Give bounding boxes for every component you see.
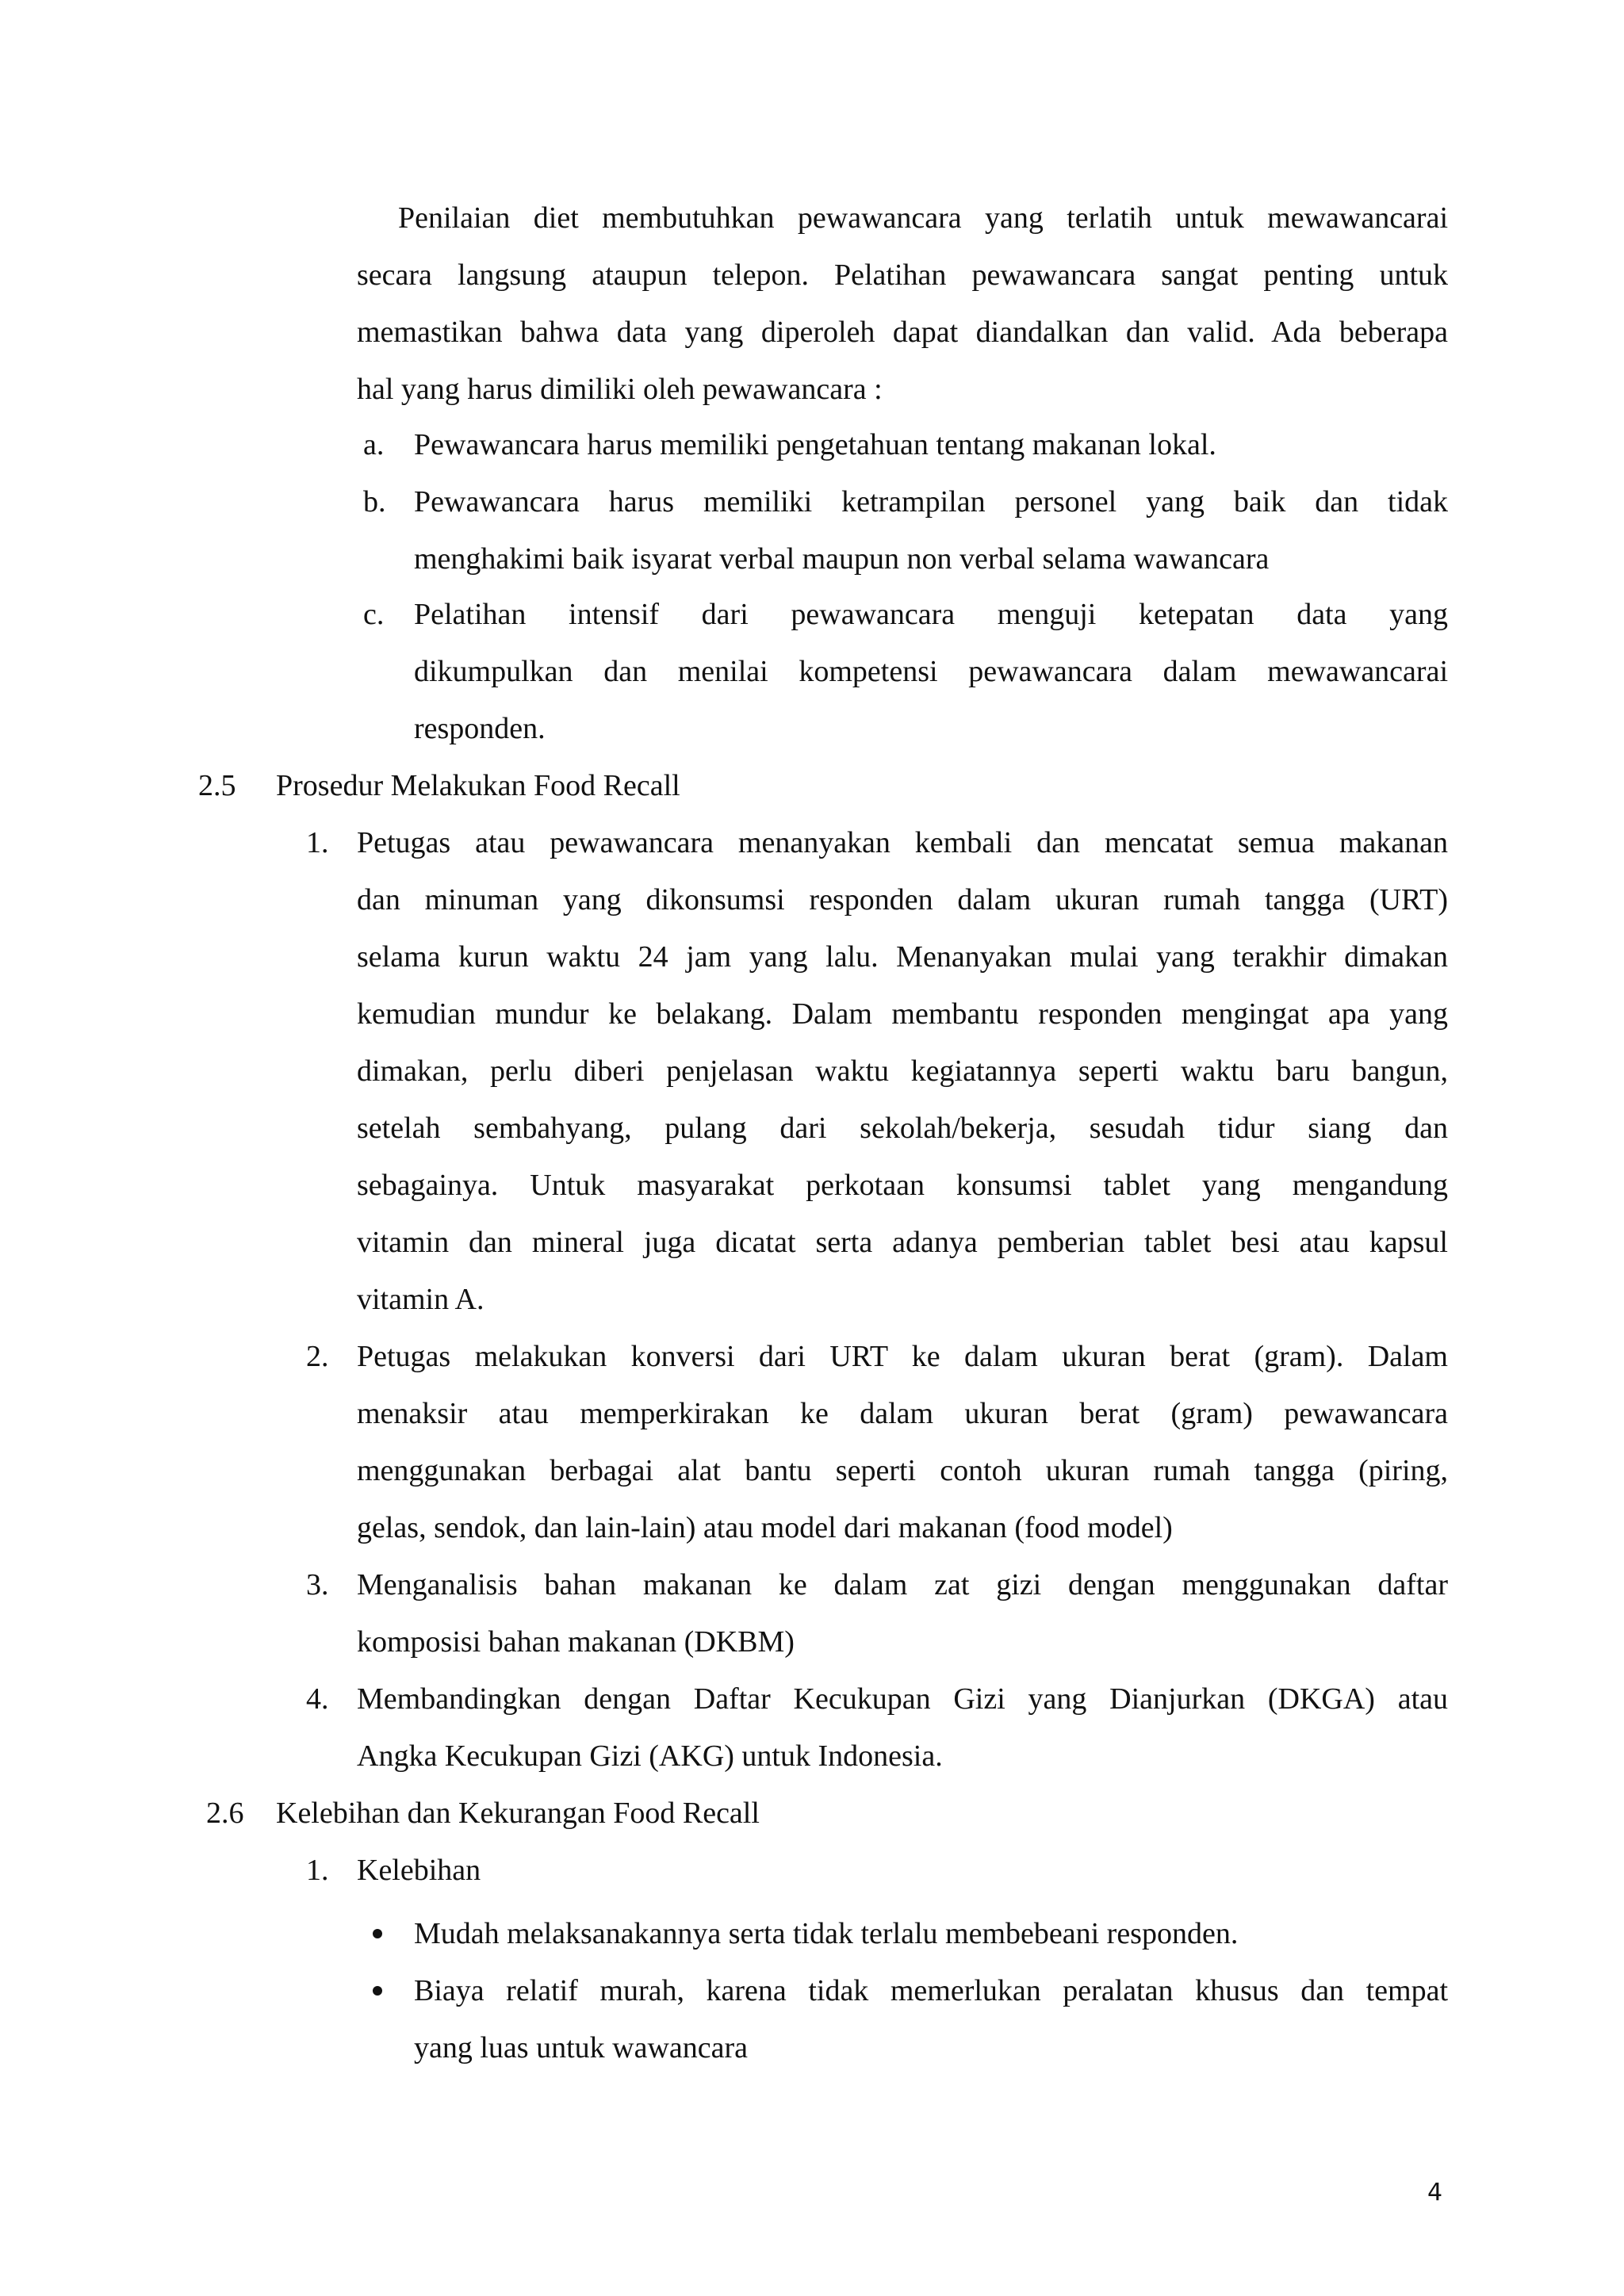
numbered-marker: 4. bbox=[306, 1682, 329, 1716]
subheading: Kelebihan bbox=[357, 1854, 481, 1887]
numbered-item-line: sebagainya. Untuk masyarakat perkotaan konsumsi tablet yang mengandung bbox=[357, 1169, 1448, 1202]
numbered-marker: 3. bbox=[306, 1568, 329, 1601]
numbered-item-line: vitamin A. bbox=[357, 1283, 485, 1316]
numbered-item-line: dan minuman yang dikonsumsi responden dalam ukuran rumah tangga (URT) bbox=[357, 883, 1448, 916]
numbered-item-line: Menganalisis bahan makanan ke dalam zat gizi dengan menggunakan daftar bbox=[357, 1568, 1448, 1601]
list-item-line: dikumpulkan dan menilai kompetensi pewawancara dalam mewawancarai bbox=[414, 655, 1448, 688]
intro-line: Penilaian diet membutuhkan pewawancara yang terlatih untuk mewawancarai bbox=[398, 201, 1448, 235]
numbered-item-line: menggunakan berbagai alat bantu seperti contoh ukuran rumah tangga (piring, bbox=[357, 1454, 1448, 1487]
numbered-item-line: selama kurun waktu 24 jam yang lalu. Menanyakan mulai yang terakhir dimakan bbox=[357, 940, 1448, 974]
numbered-item-line: dimakan, perlu diberi penjelasan waktu kegiatannya seperti waktu baru bangun, bbox=[357, 1054, 1448, 1088]
intro-line: hal yang harus dimiliki oleh pewawancara : bbox=[357, 373, 883, 406]
list-marker: c. bbox=[363, 598, 385, 631]
list-item-line: Pelatihan intensif dari pewawancara menguji ketepatan data yang bbox=[414, 598, 1448, 631]
section-title: Prosedur Melakukan Food Recall bbox=[276, 769, 680, 802]
list-item-line: responden. bbox=[414, 712, 546, 745]
numbered-marker: 1. bbox=[306, 826, 329, 859]
numbered-item-line: komposisi bahan makanan (DKBM) bbox=[357, 1625, 795, 1659]
bullet-item-line: Mudah melaksanakannya serta tidak terlalu membebeani responden. bbox=[414, 1917, 1239, 1950]
numbered-item-line: gelas, sendok, dan lain-lain) atau model dari makanan (food model) bbox=[357, 1511, 1173, 1544]
section-number: 2.5 bbox=[198, 769, 236, 802]
intro-line: secara langsung ataupun telepon. Pelatihan pewawancara sangat penting untuk bbox=[357, 258, 1448, 292]
intro-line: memastikan bahwa data yang diperoleh dapat diandalkan dan valid. Ada beberapa bbox=[357, 316, 1448, 349]
numbered-item-line: kemudian mundur ke belakang. Dalam membantu responden mengingat apa yang bbox=[357, 997, 1448, 1031]
list-marker: b. bbox=[363, 485, 386, 519]
list-item-line: Pewawancara harus memiliki ketrampilan personel yang baik dan tidak bbox=[414, 485, 1448, 519]
numbered-item-line: Angka Kecukupan Gizi (AKG) untuk Indonesia. bbox=[357, 1739, 943, 1773]
list-item-line: menghakimi baik isyarat verbal maupun non verbal selama wawancara bbox=[414, 542, 1270, 576]
numbered-item-line: vitamin dan mineral juga dicatat serta adanya pemberian tablet besi atau kapsul bbox=[357, 1226, 1448, 1259]
bullet-item-line: Biaya relatif murah, karena tidak memerlukan peralatan khusus dan tempat bbox=[414, 1974, 1448, 2007]
bullet-icon bbox=[373, 1929, 382, 1938]
numbered-item-line: Petugas melakukan konversi dari URT ke dalam ukuran berat (gram). Dalam bbox=[357, 1340, 1448, 1373]
list-marker: a. bbox=[363, 428, 385, 461]
section-number: 2.6 bbox=[206, 1797, 244, 1830]
numbered-item-line: Membandingkan dengan Daftar Kecukupan Gizi yang Dianjurkan (DKGA) atau bbox=[357, 1682, 1448, 1716]
numbered-marker: 2. bbox=[306, 1340, 329, 1373]
bullet-icon bbox=[373, 1986, 382, 1996]
numbered-item-line: menaksir atau memperkirakan ke dalam ukuran berat (gram) pewawancara bbox=[357, 1397, 1448, 1430]
numbered-item-line: setelah sembahyang, pulang dari sekolah/bekerja, sesudah tidur siang dan bbox=[357, 1112, 1448, 1145]
bullet-item-line: yang luas untuk wawancara bbox=[414, 2031, 749, 2064]
list-item-line: Pewawancara harus memiliki pengetahuan tentang makanan lokal. bbox=[414, 428, 1216, 461]
numbered-marker: 1. bbox=[306, 1854, 329, 1887]
page-number: 4 bbox=[1427, 2179, 1443, 2206]
section-title: Kelebihan dan Kekurangan Food Recall bbox=[276, 1797, 760, 1830]
numbered-item-line: Petugas atau pewawancara menanyakan kembali dan mencatat semua makanan bbox=[357, 826, 1448, 859]
